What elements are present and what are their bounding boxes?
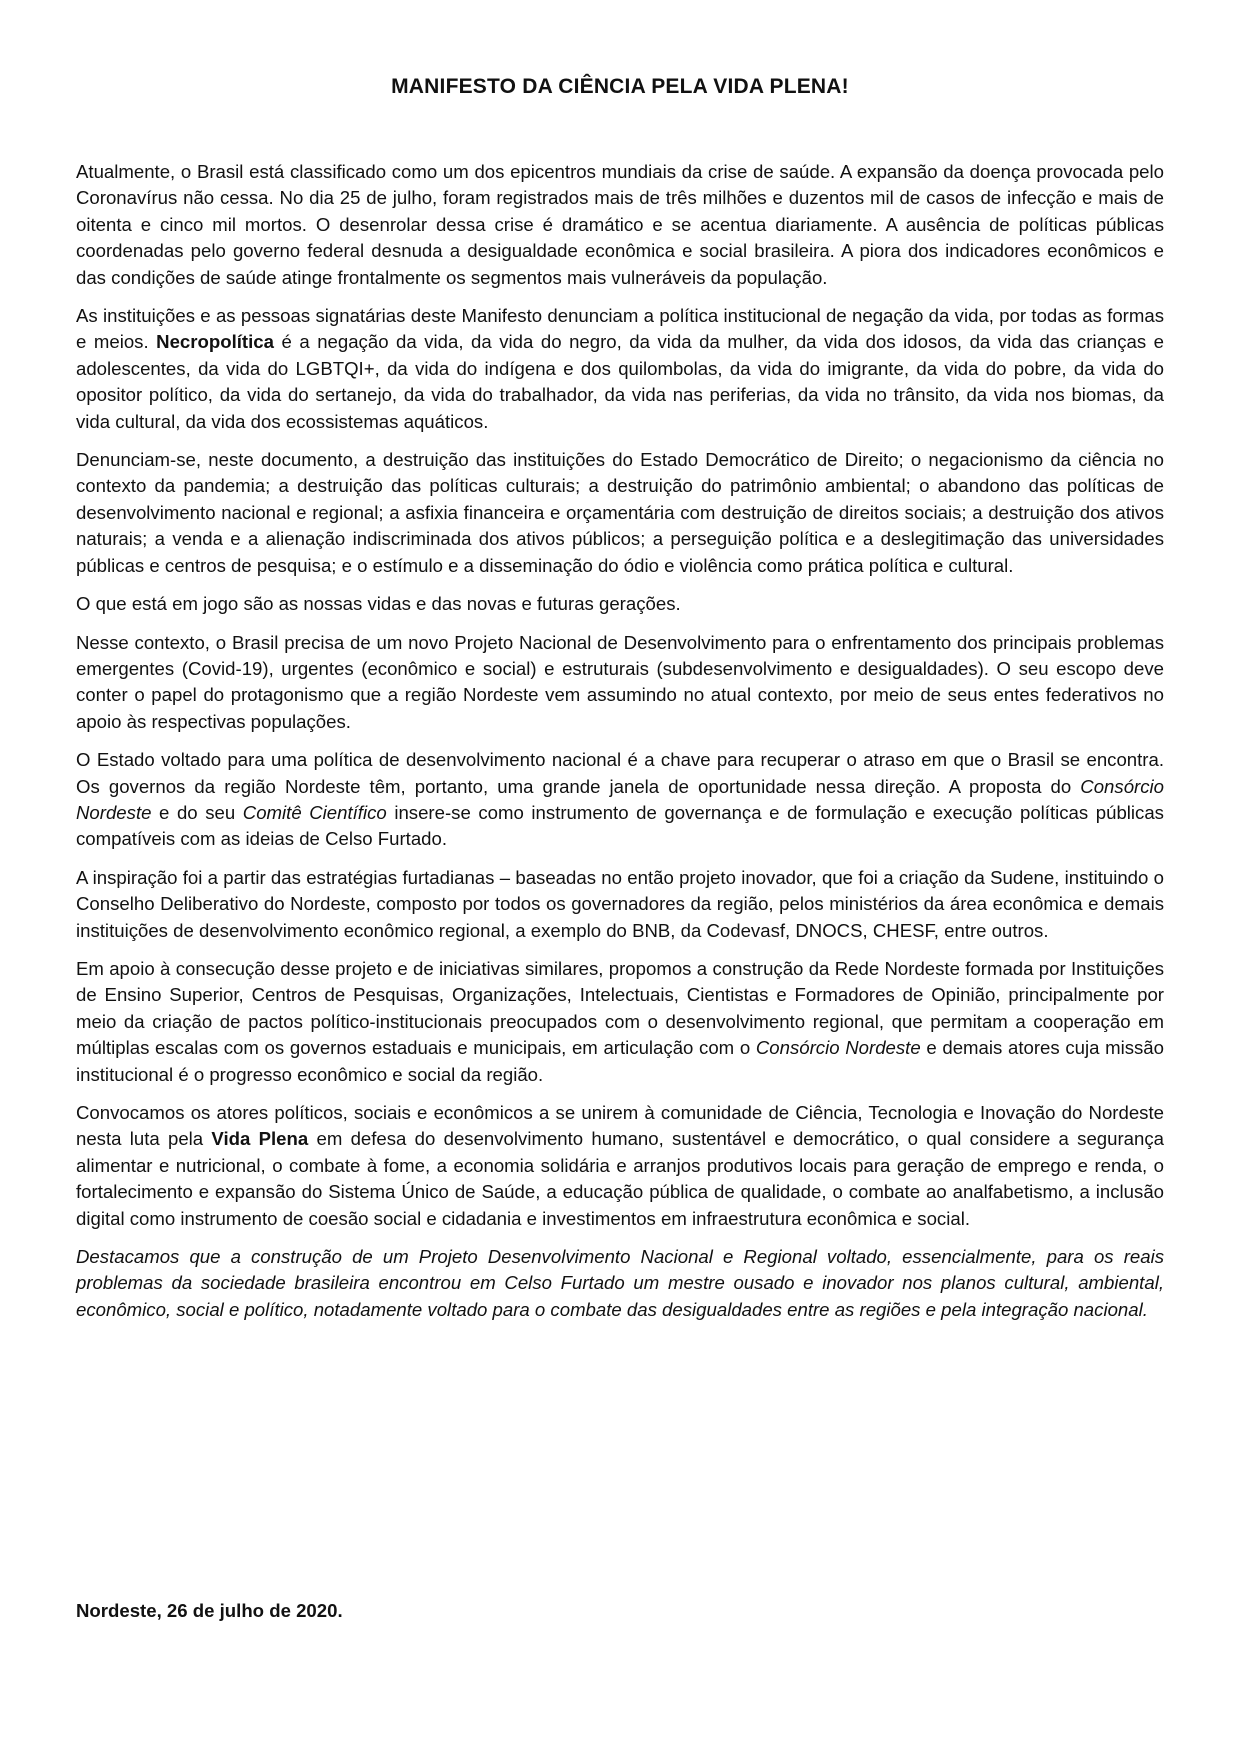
paragraph-text: As instituições e as pessoas signatárias deste Manifesto denunciam a política institucional de negação da vida, por todas as formas e meios. — [76, 305, 1164, 353]
paragraph-text: insere-se como instrumento de governança e de formulação e execução políticas públicas compatíveis com as ideias de Celso Furtado. — [76, 801, 1164, 850]
document-body — [76, 159, 1164, 1335]
paragraph-text: e do seu — [151, 801, 243, 823]
paragraph — [76, 630, 1164, 736]
paragraph — [76, 591, 1164, 617]
paragraph — [76, 1100, 1164, 1232]
signature-line: Nordeste, 26 de julho de 2020. — [76, 1600, 343, 1621]
paragraph — [76, 956, 1164, 1088]
emphasis-text: Comitê Científico — [242, 801, 387, 823]
document-title: MANIFESTO DA CIÊNCIA PELA VIDA PLENA! — [391, 75, 849, 98]
paragraph-text: Em apoio à consecução desse projeto e de iniciativas similares, propomos a construção da Rede Nordeste formada por Instituições de Ensino Superior, Centros de Pesquisas, Organizações, Intelectuais, Cientistas e Formadores de Opinião, principalmente por meio da criação de pactos político-institucionais preocupados com o desenvolvimento regional, que permitam a cooperação em múltiplas escalas com os governos estaduais e municipais, em articulação com o — [76, 957, 1164, 1059]
paragraph-text: Destacamos que a construção de um Projeto Desenvolvimento Nacional e Regional voltado, essencialmente, para os reais problemas da sociedade brasileira encontrou em Celso Furtado um mestre ousado e inovador nos planos cultural, ambiental, econômico, social e político, notadamente voltado para o combate das desigualdades entre as regiões e pela integração nacional. — [76, 1246, 1164, 1320]
emphasis-text: Consórcio Nordeste — [755, 1037, 921, 1059]
paragraph-text: Nesse contexto, o Brasil precisa de um novo Projeto Nacional de Desenvolvimento para o enfrentamento dos principais problemas emergentes (Covid-19), urgentes (econômico e social) e estruturais (subdesenvolvimento e desigualdades). O seu escopo deve conter o papel do protagonismo que a região Nordeste vem assumindo no atual contexto, por meio de seus entes federativos no apoio às respectivas populações. — [76, 631, 1164, 732]
emphasis-text: Necropolítica — [156, 331, 274, 353]
paragraph — [76, 303, 1164, 435]
paragraph-text: O Estado voltado para uma política de desenvolvimento nacional é a chave para recuperar o atraso em que o Brasil se encontra. Os governos da região Nordeste têm, portanto, uma grande janela de oportunidade nessa direção. A proposta do — [76, 749, 1164, 797]
paragraph — [76, 447, 1164, 579]
paragraph-text: Denunciam-se, neste documento, a destruição das instituições do Estado Democrático de Direito; o negacionismo da ciência no contexto da pandemia; a destruição das políticas culturais; a destruição do patrimônio ambiental; o abandono das políticas de desenvolvimento nacional e regional; a asfixia financeira e orçamentária com destruição de direitos sociais; a destruição dos ativos naturais; a venda e a alienação indiscriminada dos ativos públicos; a perseguição política e a deslegitimação das universidades públicas e centros de pesquisa; e o estímulo e a disseminação do ódio e violência como prática política e cultural. — [76, 449, 1164, 576]
paragraph-text: Convocamos os atores políticos, sociais e econômicos a se unirem à comunidade de Ciência, Tecnologia e Inovação do Nordeste nesta luta pela — [76, 1102, 1164, 1150]
paragraph-text: é a negação da vida, da vida do negro, da vida da mulher, da vida dos idosos, da vida das crianças e adolescentes, da vida do LGBTQI+, da vida do indígena e dos quilombolas, da vida do imigrante, da vida do pobre, da vida do opositor político, da vida do sertanejo, da vida do trabalhador, da vida nas periferias, da vida no trânsito, da vida nos biomas, da vida cultural, da vida dos ecossistemas aquáticos. — [76, 331, 1165, 432]
paragraph — [76, 865, 1164, 944]
paragraph-text: Atualmente, o Brasil está classificado como um dos epicentros mundiais da crise de saúde. A expansão da doença provocada pelo Coronavírus não cessa. No dia 25 de julho, foram registrados mais de três milhões e duzentos mil de casos de infecção e mais de oitenta e cinco mil mortos. O desenrolar dessa crise é dramático e se acentua diariamente. A ausência de políticas públicas coordenadas pelo governo federal desnuda a desigualdade econômica e social brasileira. A piora dos indicadores econômicos e das condições de saúde atinge frontalmente os segmentos mais vulneráveis da população. — [76, 161, 1164, 288]
paragraph — [76, 747, 1164, 853]
paragraph — [76, 159, 1164, 291]
paragraph-text: O que está em jogo são as nossas vidas e das novas e futuras gerações. — [76, 593, 681, 615]
paragraph-text: em defesa do desenvolvimento humano, sustentável e democrático, o qual considere a segurança alimentar e nutricional, o combate à fome, a economia solidária e arranjos produtivos locais para geração de emprego e renda, o fortalecimento e expansão do Sistema Único de Saúde, a educação pública de qualidade, o combate ao analfabetismo, a inclusão digital como instrumento de coesão social e cidadania e investimentos em infraestrutura econômica e social. — [76, 1128, 1164, 1229]
paragraph — [76, 1244, 1164, 1323]
paragraph-text: A inspiração foi a partir das estratégias furtadianas – baseadas no então projeto inovador, que foi a criação da Sudene, instituindo o Conselho Deliberativo do Nordeste, composto por todos os governadores da região, pelos ministérios da área econômica e demais instituições de desenvolvimento econômico regional, a exemplo do BNB, da Codevasf, DNOCS, CHESF, entre outros. — [76, 866, 1164, 941]
paragraph-text: e demais atores cuja missão institucional é o progresso econômico e social da região. — [76, 1037, 1164, 1085]
emphasis-text: Vida Plena — [211, 1128, 309, 1150]
emphasis-text: Consórcio Nordeste — [76, 775, 1164, 823]
